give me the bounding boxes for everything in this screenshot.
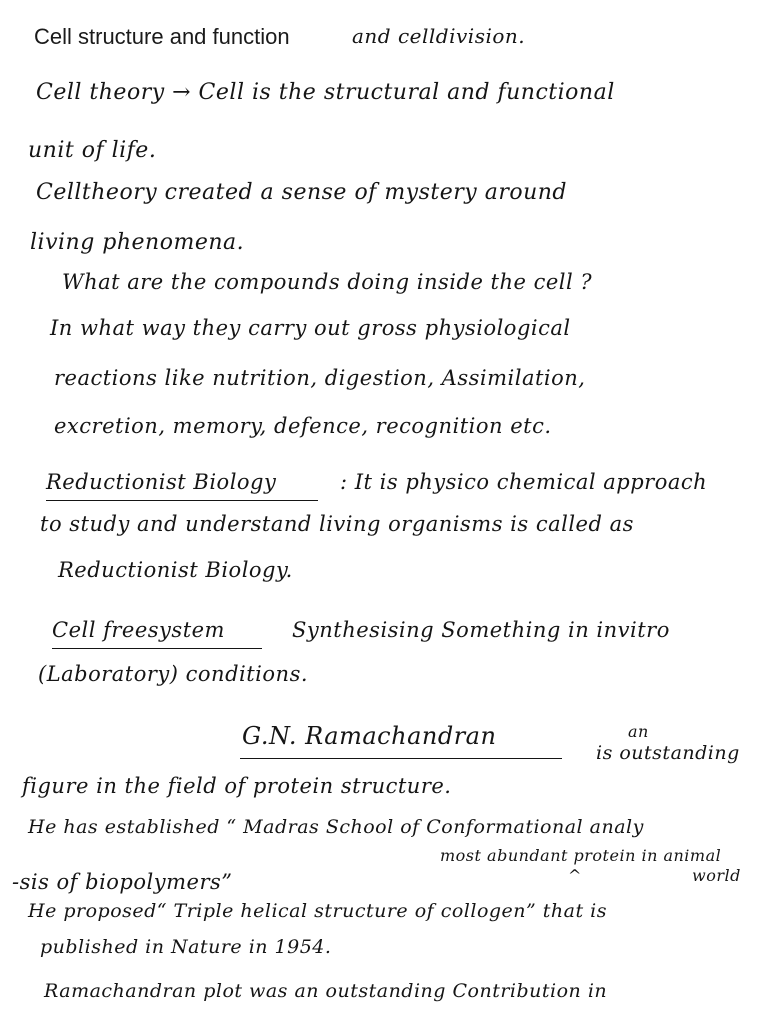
note-line-12: Synthesising Something in invitro [292, 618, 670, 642]
note-line-15: figure in the field of protein structure. [22, 774, 452, 798]
note-line-17: -sis of biopolymers” [12, 870, 233, 894]
note-line-8: excretion, memory, defence, recognition etc. [54, 414, 552, 438]
reductionist-biology-heading: Reductionist Biology [46, 470, 277, 494]
note-an: an [628, 722, 649, 741]
caret-mark: ^ [568, 866, 582, 885]
cell-free-system-heading: Cell freesystem [52, 618, 225, 642]
note-line-7: reactions like nutrition, digestion, Assimilation, [54, 366, 586, 390]
ramachandran-heading: G.N. Ramachandran [242, 722, 497, 750]
note-line-3: Celltheory created a sense of mystery around [36, 180, 567, 205]
heading-underline [240, 758, 562, 759]
title-handwritten: and celldivision. [352, 24, 526, 48]
note-line-11: Reductionist Biology. [58, 558, 293, 582]
note-line-1: Cell theory → Cell is the structural and functional [36, 80, 615, 105]
note-line-2: unit of life. [28, 138, 157, 163]
heading-underline [46, 500, 318, 501]
note-line-9: : It is physico chemical approach [340, 470, 708, 494]
note-line-20: Ramachandran plot was an outstanding Contribution in [44, 980, 608, 1002]
note-annotation: most abundant protein in animal [440, 846, 722, 865]
note-line-4: living phenomena. [30, 230, 245, 255]
note-line-5: What are the compounds doing inside the cell ? [62, 270, 593, 294]
note-line-18: He proposed“ Triple helical structure of collogen” that is [28, 900, 607, 922]
note-line-14: is outstanding [596, 742, 740, 764]
note-line-13: (Laboratory) conditions. [38, 662, 309, 686]
title-typed: Cell structure and function [34, 24, 290, 49]
note-line-16: He has established “ Madras School of Conformational analy [28, 816, 644, 838]
note-line-19: published in Nature in 1954. [40, 936, 332, 958]
note-line-6: In what way they carry out gross physiological [50, 316, 571, 340]
note-line-10: to study and understand living organisms is called as [40, 512, 634, 536]
note-annotation-world: world [692, 866, 741, 885]
heading-underline [52, 648, 262, 649]
